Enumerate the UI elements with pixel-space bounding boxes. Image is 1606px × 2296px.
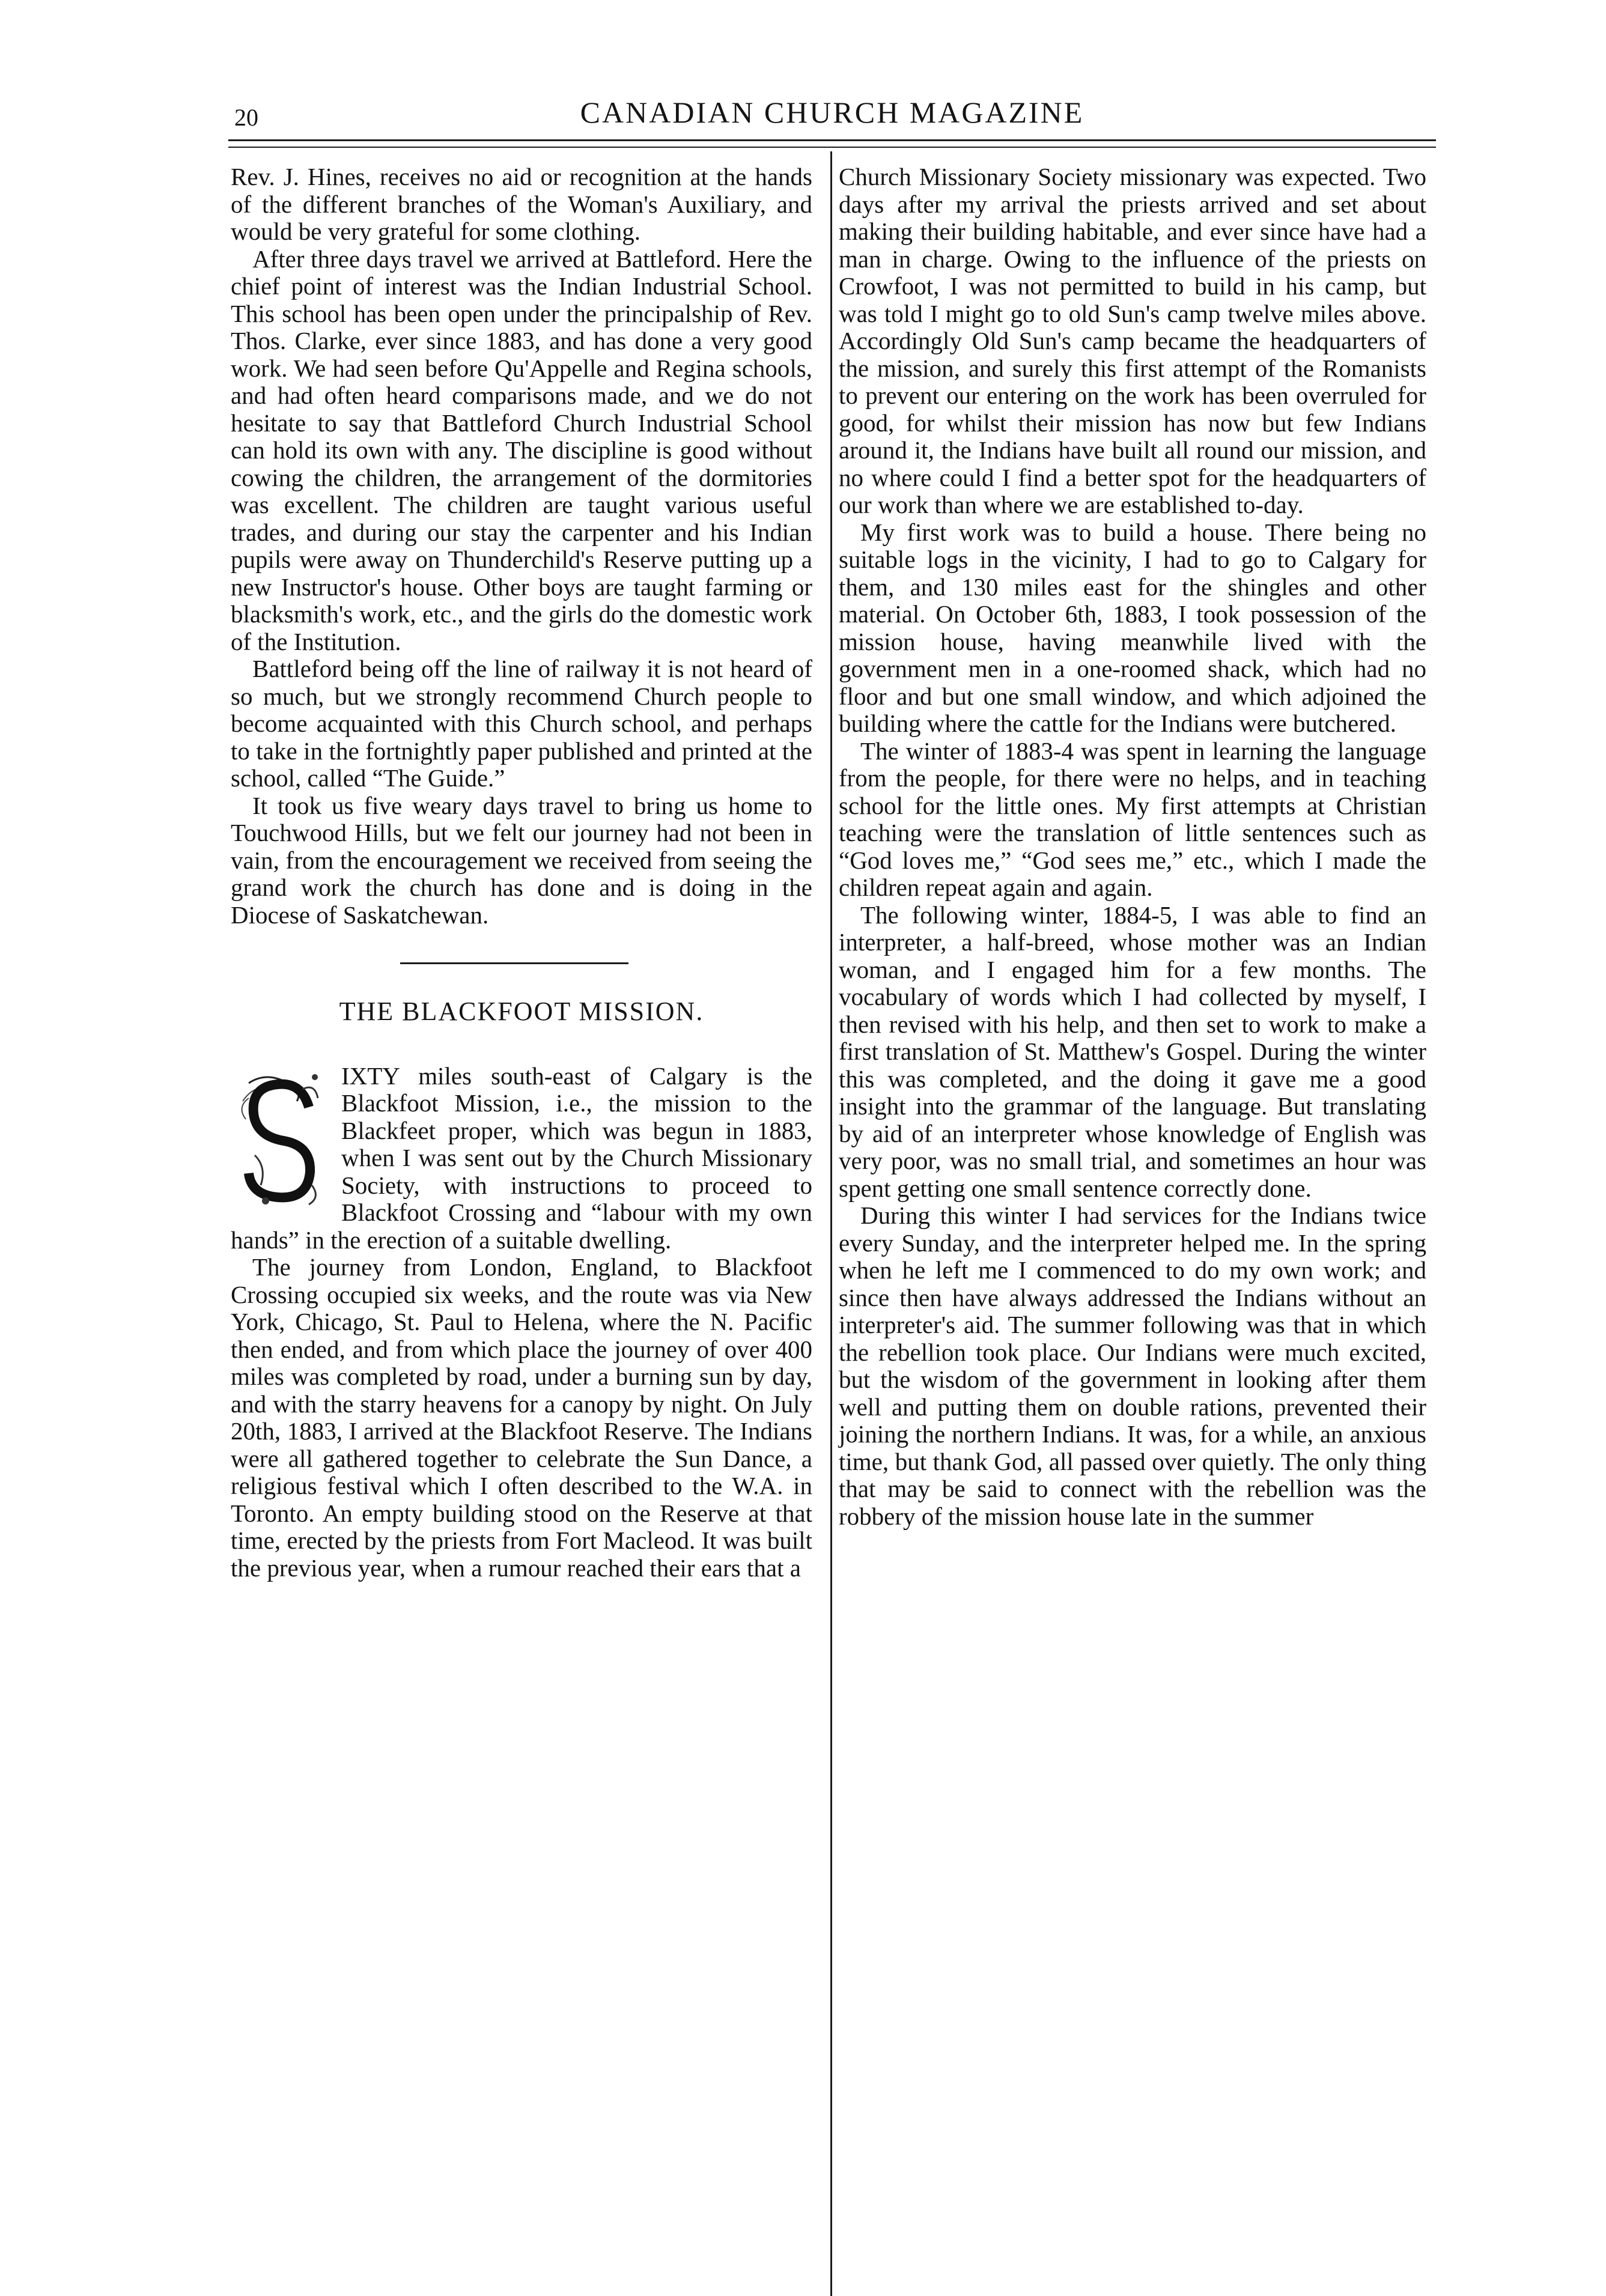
paragraph: Rev. J. Hines, receives no aid or recognition at the hands of the different branches of the Woman's Auxiliary, and would be very grateful for some clothing. [231, 163, 812, 245]
paragraph: It took us five weary days travel to bring us home to Touchwood Hills, but we felt our journey had not been in vain, from the encouragement we received from seeing the grand work the church has done and is doing in the Diocese of Saskatchewan. [231, 791, 812, 929]
paragraph: Church Missionary Society missionary was expected. Two days after my arrival the priests arrived and set about making their building habitable, and ever since have had a man in charge. Owing to the influence of the priests on Crowfoot, I was not permitted to build in his camp, but was told I might go to old Sun's camp twelve miles above. Accordingly Old Sun's camp became the headquarters of the mission, and surely this first attempt of the Romanists to prevent our entering on the work has been overruled for good, for whilst their mission has now but few Indians around it, the Indians have built all round our mission, and no where could I find a better spot for the headquarters of our work than where we are established to-day. [839, 163, 1426, 518]
header-rule-thin [228, 147, 1436, 148]
left-column [231, 163, 812, 1582]
paragraph-text: IXTY miles south-east of Calgary is the Blackfoot Mission, i.e., the mission to the Blackfeet proper, which was begun in 1883, when I was sent out by the Church Missionary Society, with instructions to proceed to Blackfoot Crossing and “labour with my own hands” in the erection of a suitable dwelling. [231, 1061, 812, 1254]
column-divider [830, 151, 832, 2296]
page-number: 20 [234, 104, 258, 131]
paragraph: After three days travel we arrived at Battleford. Here the chief point of interest was the Indian Industrial School. This school has been open under the principalship of Rev. Thos. Clarke, ever since 1883, and has done a very good work. We had seen before Qu'Appelle and Regina schools, and had often heard comparisons made, and we do not hesitate to say that Battleford Church Industrial School can hold its own with any. The discipline is good without cowing the children, the arrangement of the dormitories was excellent. The children are taught various useful trades, and during our stay the carpenter and his Indian pupils were away on Thunderchild's Reserve putting up a new Instructor's house. Other boys are taught farming or blacksmith's work, etc., and the girls do the domestic work of the Institution. [231, 244, 812, 655]
page-header [228, 95, 1436, 143]
section-divider [400, 962, 628, 964]
running-title: CANADIAN CHURCH MAGAZINE [580, 96, 1084, 129]
header-rule [228, 139, 1436, 141]
ornamental-drop-cap-s [231, 1065, 332, 1214]
paragraph: The winter of 1883-4 was spent in learning the language from the people, for there were no helps, and in teaching school for the little ones. My first attempts at Christian teaching were the translation of little sentences such as “God loves me,” “God sees me,” etc., which I made the children repeat again and again. [839, 736, 1426, 901]
right-column [839, 163, 1426, 1530]
paragraph: My first work was to build a house. There being no suitable logs in the vicinity, I had to go to Calgary for them, and 130 miles east for the shingles and other material. On October 6th, 1883, I took possession of the mission house, having meanwhile lived with the government men in a one-roomed shack, which had no floor and but one small window, and which adjoined the building where the cattle for the Indians were butchered. [839, 518, 1426, 737]
paragraph: During this winter I had services for the Indians twice every Sunday, and the interpreter helped me. In the spring when he left me I commenced to do my own work; and since then have always addressed the Indians without an interpreter's aid. The summer following was that in which the rebellion took place. Our Indians were much excited, but the wisdom of the government in looking after them well and putting them on double rations, prevented their joining the northern Indians. It was, for a while, an anxious time, but thank God, all passed over quietly. The only thing that may be said to connect with the rebellion was the robbery of the mission house late in the summer [839, 1201, 1426, 1530]
paragraph: Battleford being off the line of railway it is not heard of so much, but we strongly recommend Church people to become acquainted with this Church school, and perhaps to take in the fortnightly paper published and printed at the school, called “The Guide.” [231, 655, 812, 792]
paragraph: The journey from London, England, to Blackfoot Crossing occupied six weeks, and the route was via New York, Chicago, St. Paul to Helena, where the N. Pacific then ended, and from which place the journey of over 400 miles was completed by road, under a burning sun by day, and with the starry heavens for a canopy by night. On July 20th, 1883, I arrived at the Blackfoot Reserve. The Indians were all gathered together to celebrate the Sun Dance, a religious festival which I often described to the W.A. in Toronto. An empty building stood on the Reserve at that time, erected by the priests from Fort Macleod. It was built the previous year, when a rumour reached their ears that a [231, 1253, 812, 1582]
section-title: THE BLACKFOOT MISSION. [339, 997, 704, 1026]
paragraph: The following winter, 1884-5, I was able to find an interpreter, a half-breed, whose mother was an Indian woman, and I engaged him for a few months. The vocabulary of words which I had collected by myself, I then revised with his help, and then set to work to make a first translation of St. Matthew's Gospel. During the winter this was completed, and the doing it gave me a good insight into the grammar of the language. But translating by aid of an interpreter whose knowledge of English was very poor, was no small trial, and sometimes an hour was spent getting one small sentence correctly done. [839, 900, 1426, 1202]
paragraph-with-drop-cap [231, 1063, 812, 1254]
